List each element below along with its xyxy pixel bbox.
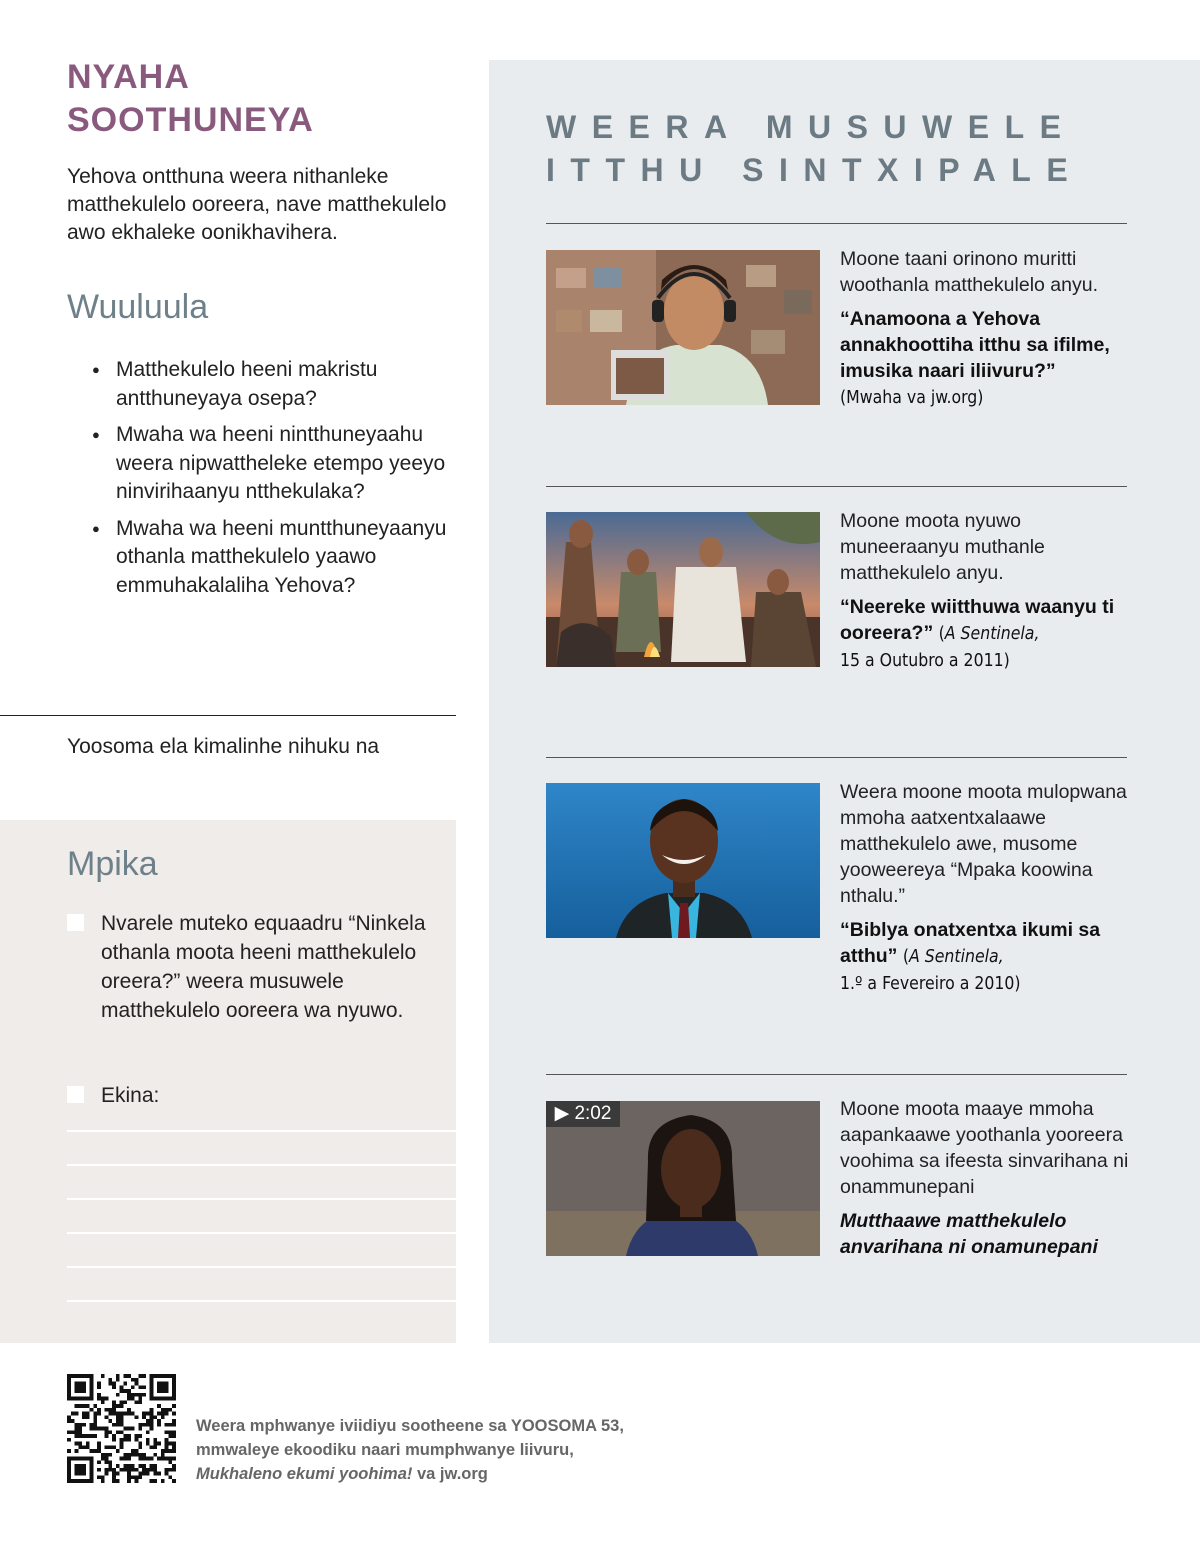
further-study-title-line2: ITTHU SINTXIPALE (546, 152, 1084, 188)
further-study-title (546, 106, 1083, 192)
footer-line3: va jw.org (412, 1465, 488, 1483)
write-line[interactable] (67, 1266, 456, 1268)
study-entry (840, 1096, 1140, 1260)
page-title-line1: NYAHA (67, 58, 190, 96)
questions-heading: Wuuluula (67, 288, 209, 326)
write-line[interactable] (67, 1130, 456, 1132)
review-question: ● Mwaha wa heeni nintthuneyaahu weera nipwattheleke etempo yeeyo ninvirihaanyu ntthekulaka? (92, 421, 462, 507)
study-entry (840, 246, 1140, 411)
task-heading: Mpika (67, 845, 158, 883)
footer-book-title: Mukhaleno ekumi yoohima! (196, 1465, 413, 1483)
panel-divider (546, 223, 1127, 224)
task-text: Nvarele muteko equaadru “Ninkela othanla moota heeni matthekulelo oreera?” weera musuwele matthekulelo ooreera wa nyuwo. (101, 912, 426, 1022)
entry-ref-source-publication: A Sentinela, (908, 947, 1004, 967)
entry-reference[interactable] (840, 306, 1140, 411)
write-line[interactable] (67, 1300, 456, 1302)
study-entry (840, 508, 1140, 674)
task-checkbox[interactable] (67, 1086, 84, 1103)
completion-date-line: Yoosoma ela kimalinhe nihuku na (67, 735, 380, 758)
panel-divider (546, 1074, 1127, 1075)
entry-ref-source-date: 1.º a Fevereiro a 2010) (840, 974, 1021, 994)
task-box (0, 820, 456, 1343)
footer-line2: mmwaleye ekoodiku naari mumphwanye liivuru, (196, 1441, 574, 1459)
write-line[interactable] (67, 1232, 456, 1234)
video-thumbnail-woman[interactable] (546, 1101, 820, 1256)
video-duration-badge: ▶ 2:02 (546, 1101, 620, 1127)
entry-description: Moone taani orinono muritti woothanla matthekulelo anyu. (840, 248, 1099, 296)
entry-description: Moone moota maaye mmoha aapankaawe yoothanla yooreera voohima sa ifeesta sinvarihana ni onammunepani (840, 1098, 1129, 1198)
thumbnail-smiling-man[interactable] (546, 783, 820, 938)
qr-code-icon[interactable] (67, 1374, 176, 1483)
write-line[interactable] (67, 1164, 456, 1166)
task-item-other[interactable] (67, 1081, 432, 1110)
footer-line1: Weera mphwanye iviidiyu sootheene sa YOOSOMA 53, (196, 1417, 624, 1435)
thumbnail-campfire-scene[interactable] (546, 512, 820, 667)
entry-ref-title: “Biblya onatxentxa ikumi sa atthu” (840, 919, 1101, 967)
review-questions-list (92, 356, 462, 608)
entry-ref-source: (Mwaha va jw.org) (840, 388, 984, 408)
entry-ref-title: “Anamoona a Yehova annakhoottiha itthu sa ifilme, imusika naari iliivuru?” (840, 308, 1110, 382)
entry-ref-source-publication: A Sentinela, (944, 624, 1040, 644)
entry-reference[interactable] (840, 917, 1140, 997)
section-divider (0, 715, 456, 716)
review-question: ● Matthekulelo heeni makristu antthuneyaya osepa? (92, 356, 462, 413)
panel-divider (546, 757, 1127, 758)
entry-ref-source-open: ( (938, 624, 945, 644)
footer-note (196, 1414, 624, 1486)
page-title-line2: SOOTHUNEYA (67, 101, 314, 139)
entry-description: Moone moota nyuwo muneeraanyu muthanle matthekulelo anyu. (840, 510, 1045, 584)
task-item[interactable] (67, 909, 432, 1025)
task-checkbox[interactable] (67, 914, 84, 931)
task-text: Ekina: (101, 1084, 160, 1107)
review-question: ● Mwaha wa heeni muntthuneyaanyu othanla matthekulelo yaawo emmuhakalaliha Yehova? (92, 515, 462, 601)
page-title (67, 56, 314, 142)
entry-ref-source-open: ( (902, 947, 909, 967)
entry-ref-source-date: 15 a Outubro a 2011) (840, 651, 1010, 671)
panel-divider (546, 486, 1127, 487)
entry-reference[interactable] (840, 594, 1140, 674)
intro-paragraph: Yehova ontthuna weera nithanleke matthekulelo ooreera, nave matthekulelo awo ekhaleke oonikhavihera. (67, 165, 447, 244)
study-entry (840, 779, 1140, 997)
entry-description: Weera moone moota mulopwana mmoha aatxentxalaawe matthekulelo awe, musome yooweereya “Mpaka koowina nthalu.” (840, 781, 1127, 907)
video-title-link[interactable]: Mutthaawe matthekulelo anvarihana ni onamunepani (840, 1210, 1098, 1258)
thumbnail-music-listener[interactable] (546, 250, 820, 405)
entry-ref-title: “Neereke wiitthuwa waanyu ti ooreera?” (840, 596, 1115, 644)
write-line[interactable] (67, 1198, 456, 1200)
further-study-title-line1: WEERA MUSUWELE (546, 109, 1077, 145)
